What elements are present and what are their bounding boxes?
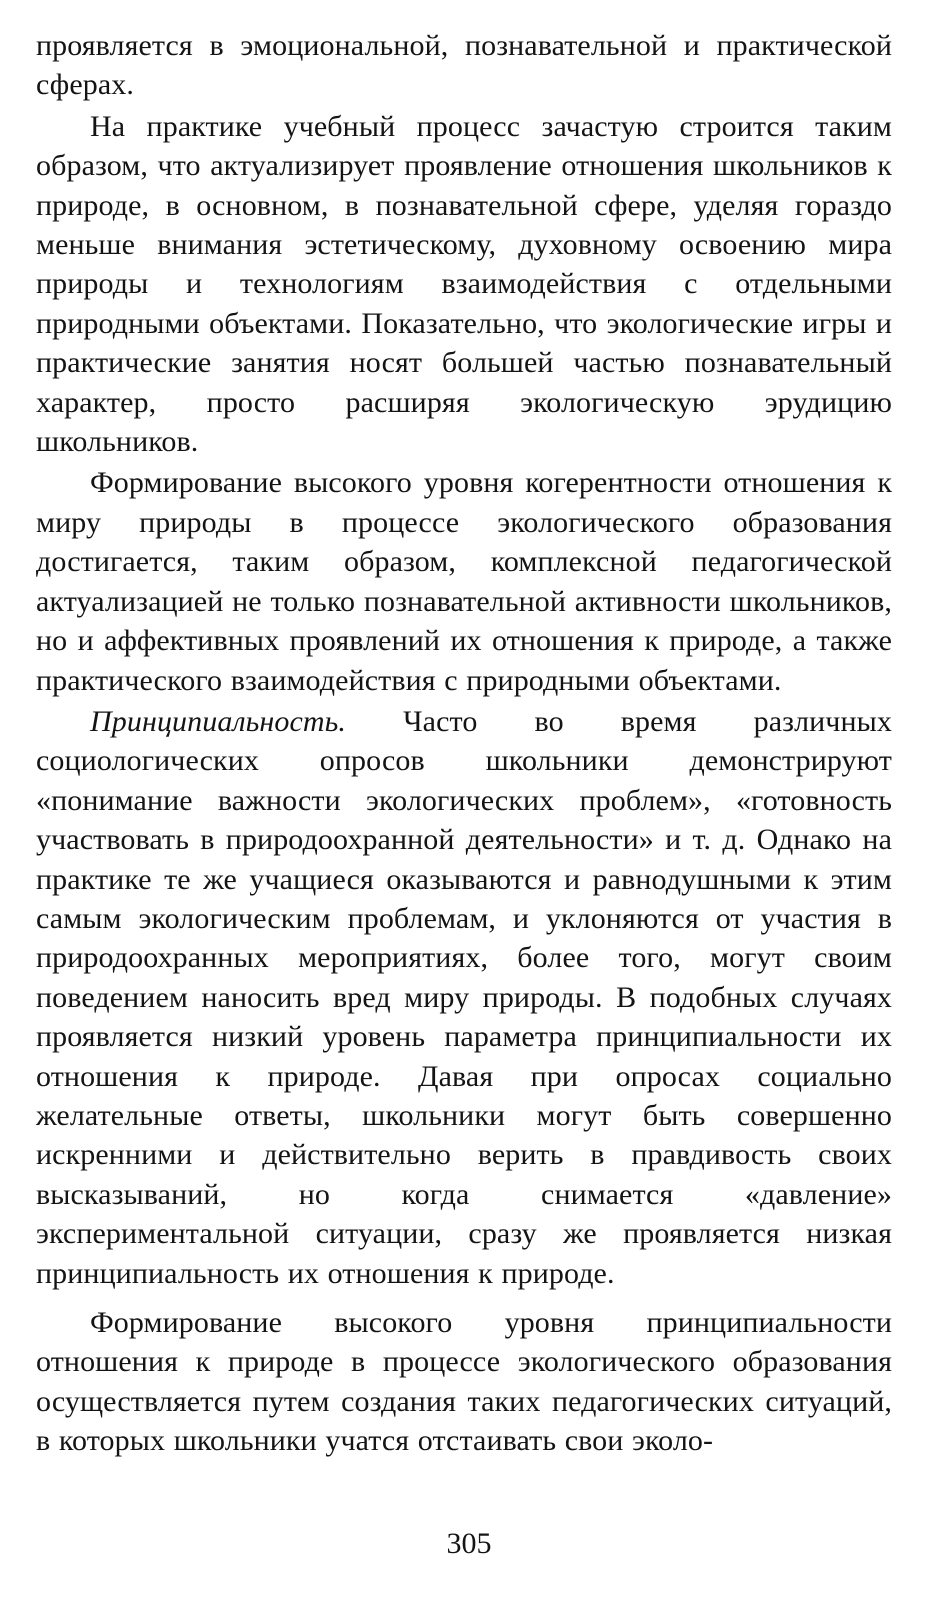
paragraph-4 <box>36 702 892 1293</box>
page-number: 305 <box>446 1527 492 1560</box>
paragraph-1: проявляется в эмоциональной, познавательной и практической сферах. <box>36 29 892 102</box>
paragraph-2: На практике учебный процесс зачастую строится таким образом, что актуализирует проявление отношения школьников к природе, в основном, в познавательной сфере, уделяя гораздо меньше внимания эстетическому, духовному освоению мира природы и технологиям взаимодействия с отдельными природными объектами. Показательно, что экологические игры и практические занятия носят большей частью познавательный характер, просто расширяя экологическую эрудицию школьников. <box>36 109 892 459</box>
section-term: Принципиальность. <box>90 704 346 738</box>
paragraph-5: Формирование высокого уровня принципиальности отношения к природе в процессе экологического образования осуществляется путем создания таких педагогических ситуаций, в которых школьники учатся отстаивать свои эколо- <box>36 1306 892 1458</box>
paragraph-3: Формирование высокого уровня когерентности отношения к миру природы в процессе экологического образования достигается, таким образом, комплексной педагогической актуализацией не только познавательной активности школьников, но и аффективных проявлений их отношения к природе, а также практического взаимодействия с природными объектами. <box>36 466 892 697</box>
page-body <box>36 26 892 1461</box>
paragraph-4-text: Часто во время различных социологических опросов школьники демонстрируют «понимание важности экологических проблем», «готовность участвовать в природоохранной деятельности» и т. д. Однако на практике те же учащиеся оказываются и равнодушными к этим самым экологическим проблемам, и уклоняются от участия в природоохранных мероприятиях, более того, могут своим поведением наносить вред миру природы. В подобных случаях проявляется низкий уровень параметра принципиальности их отношения к природе. Давая при опросах социально желательные ответы, школьники могут быть совершенно искренними и действительно верить в правдивость своих высказываний, но когда снимается «давление» экспериментальной ситуации, сразу же проявляется низкая принципиальность их отношения к природе. <box>36 704 892 1290</box>
